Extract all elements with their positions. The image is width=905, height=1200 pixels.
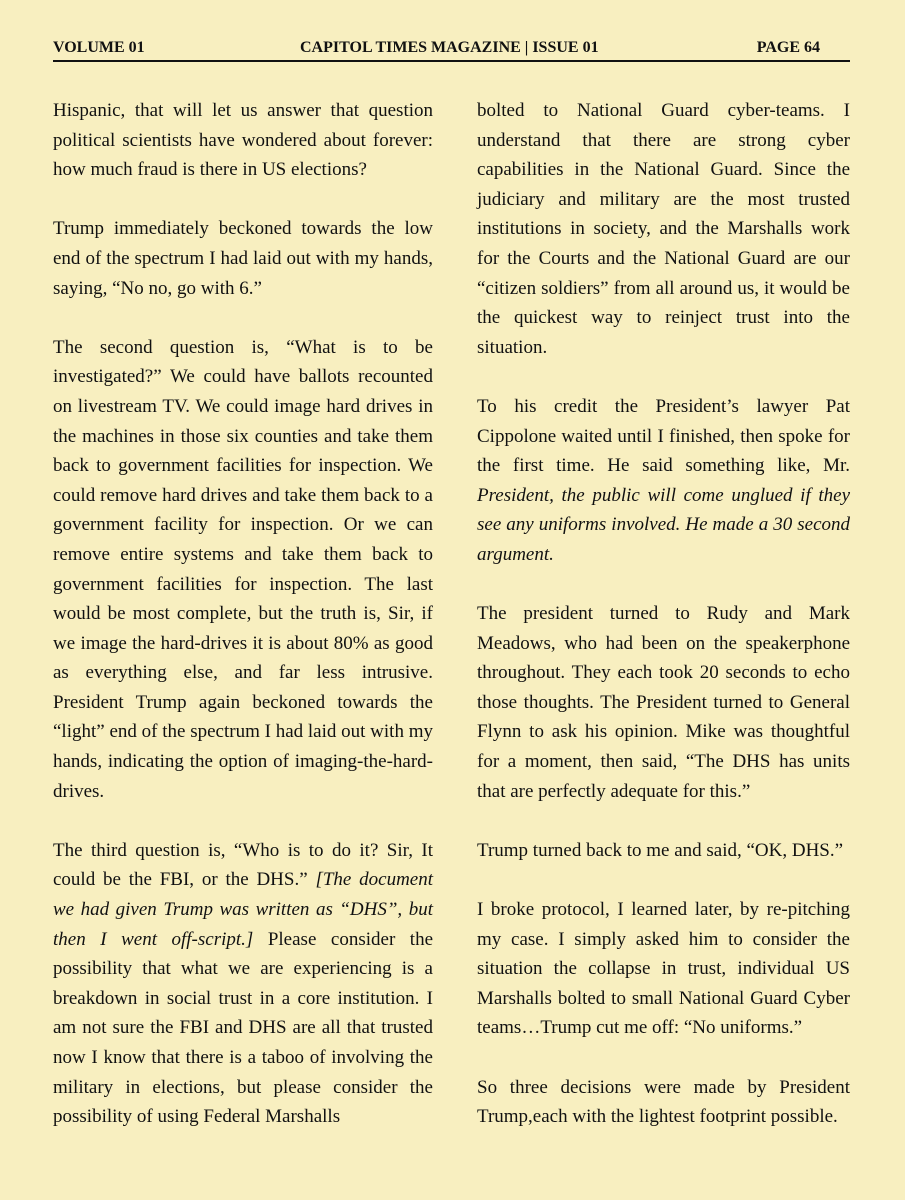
page-header (53, 38, 850, 62)
paragraph: bolted to National Guard cyber-teams. I understand that there are strong cyber capabilities in the National Guard. Since the judiciary and military are the most trusted institutions in society, and the Marshalls work for the Courts and the National Guard are our “citizen soldiers” from all around us, it would be the quickest way to reinject trust into the situation. (477, 100, 850, 358)
paragraph: Trump turned back to me and said, “OK, DHS.” (477, 839, 844, 861)
left-column (53, 96, 433, 1132)
paragraph: Trump immediately beckoned towards the low end of the spectrum I had laid out with my hands, saying, “No no, go with 6.” (53, 218, 433, 299)
editorial-note: [The document we had given Trump was written as “DHS”, but then I went off-script.] (53, 869, 434, 950)
paragraph (477, 392, 850, 570)
volume-label: VOLUME 01 (53, 39, 145, 56)
page-number: PAGE 64 (756, 39, 820, 56)
paragraph: So three decisions were made by President Trump,each with the lightest footprint possible. (477, 1076, 850, 1128)
quoted-text: President, the public will come unglued if they see any uniforms involved. He made a 30 second argument. (477, 484, 850, 565)
paragraph: Hispanic, that will let us answer that question political scientists have wondered about forever: how much fraud is there in US elections? (53, 100, 433, 181)
paragraph: The second question is, “What is to be investigated?” We could have ballots recounted on livestream TV. We could image hard drives in the machines in those six counties and take them back to government facilities for inspection. We could remove hard drives and take them back to a government facility for inspection. Or we can remove entire systems and take them back to government facilities for inspection. The last would be most complete, but the truth is, Sir, if we image the hard-drives it is about 80% as good as everything else, and far less intrusive. President Trump again beckoned towards the “light” end of the spectrum I had laid out with my hands, indicating the option of imaging-the-hard- drives. (53, 336, 433, 802)
paragraph: I broke protocol, I learned later, by re-pitching my case. I simply asked him to consider the situation the collapse in trust, individual US Marshalls bolted to small National Guard Cyber teams…Trump cut me off: “No uniforms.” (477, 899, 850, 1039)
right-column (477, 96, 850, 1132)
paragraph (53, 836, 433, 1132)
paragraph-text: The third question is, “Who is to do it? Sir, It could be the FBI, or the DHS.” (53, 839, 433, 891)
paragraph-text: To his credit the President’s lawyer Pat Cippolone waited until I finished, then spoke for the first time. He said something like, Mr. (477, 395, 850, 477)
paragraph-text: Please consider the possibility that what we are experiencing is a breakdown in social trust in a core institution. I am not sure the FBI and DHS are all that trusted now I know that there is a taboo of involving the military in elections, but please consider the possibility of using Federal Marshalls (53, 928, 433, 1128)
magazine-issue-label: CAPITOL TIMES MAGAZINE | ISSUE 01 (300, 39, 599, 56)
paragraph: The president turned to Rudy and Mark Meadows, who had been on the speakerphone throughout. They each took 20 seconds to echo those thoughts. The President turned to General Flynn to ask his opinion. Mike was thoughtful for a moment, then said, “The DHS has units that are perfectly adequate for this.” (477, 603, 850, 802)
